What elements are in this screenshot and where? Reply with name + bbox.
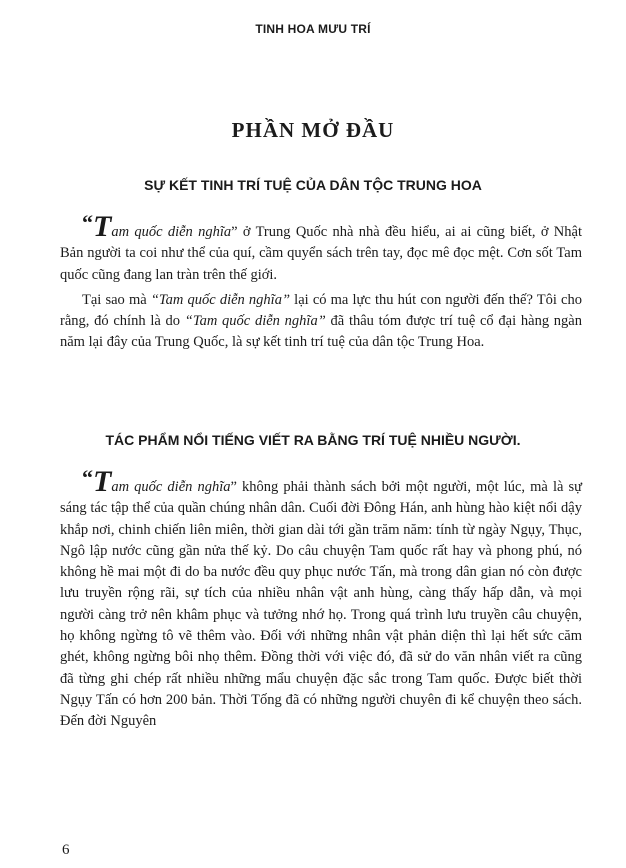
section-2-body — [60, 467, 582, 733]
paragraph-text: ở Trung Quốc nhà nhà đều hiểu, ai ai cũng biết, ở Nhật Bản người ta coi như thể của quí, cầm quyển sách trên tay, đọc mê đọc mệt. Cơn sốt Tam quốc cũng đang lan tràn trên thế giới. — [60, 224, 582, 283]
paragraph-text: đã thâu tóm được trí tuệ cổ đại hàng ngàn năm lại đây của Trung Quốc, là sự kết tinh trí tuệ của dân tộc Trung Hoa. — [60, 313, 582, 351]
book-title: am quốc diễn nghĩa — [111, 479, 231, 495]
book-title: “Tam quốc diễn nghĩa” — [184, 313, 326, 330]
section-1-paragraph-1 — [60, 212, 582, 286]
opening-quote-mark: “ — [82, 465, 93, 490]
section-heading-2: TÁC PHẨM NỔI TIẾNG VIẾT RA BẰNG TRÍ TUỆ NHIỀU NGƯỜI. — [105, 432, 521, 448]
closing-quote-mark: ” — [230, 479, 237, 495]
running-header: TINH HOA MƯU TRÍ — [255, 22, 371, 36]
dropcap-letter: T — [93, 465, 112, 498]
paragraph-text: lại có ma lực thu hút con người đến thế? Tôi cho rằng, đó chính là do — [60, 291, 582, 330]
section-2-paragraph-1 — [60, 467, 582, 733]
section-1-paragraph-2 — [60, 290, 582, 354]
section-1-body — [60, 212, 582, 354]
section-heading-1: SỰ KẾT TINH TRÍ TUỆ CỦA DÂN TỘC TRUNG HOA — [144, 177, 482, 193]
paragraph-text: Tại sao mà — [82, 291, 151, 308]
book-title: “Tam quốc diễn nghĩa” — [150, 291, 291, 308]
paragraph-text: không phải thành sách bởi một người, một lúc, mà là sự sáng tác tập thể của quần chúng nhân dân. Cuối đời Đông Hán, anh hùng hào kiệt nổi dậy khắp nơi, chinh chiến liên miên, thời gian dài tới gần trăm năm: tính từ ngày Ngụy, Thục, Ngô lập nước cũng gần nửa thế kỷ. Do câu chuyện Tam quốc rất hay và phong phú, nó không hề mai một đi do ba nước đều quy phục nước Tấn, mà trong dân gian nó còn được lưu truyền rộng rãi, sự tích của nhiều nhân vật anh hùng, càng thấy hấp dẫn, và mọi người càng trở nên khâm phục và tưởng nhớ họ. Trong quá trình lưu truyền câu chuyện, họ không ngừng tô vẽ thêm vào. Đối với những nhân vật phản diện thì lại hết sức căm ghét, không ngừng bôi nhọ thêm. Đồng thời với việc đó, đã sử do văn nhân viết ra cũng đã từng ghi chép rất nhiều những mẩu chuyện đặc sắc trong Tam quốc. Được biết thời Ngụy Tấn có hơn 200 bản. Thời Tống đã có những người chuyên đi kể chuyện theo sách. Đến đời Nguyên — [60, 479, 582, 730]
page-number: 6 — [62, 842, 70, 858]
dropcap-letter: T — [93, 210, 112, 243]
opening-quote-mark: “ — [82, 210, 93, 235]
part-title: PHẦN MỞ ĐẦU — [231, 118, 395, 142]
book-title: am quốc diễn nghĩa — [111, 224, 232, 240]
closing-quote-mark: ” — [231, 224, 238, 240]
